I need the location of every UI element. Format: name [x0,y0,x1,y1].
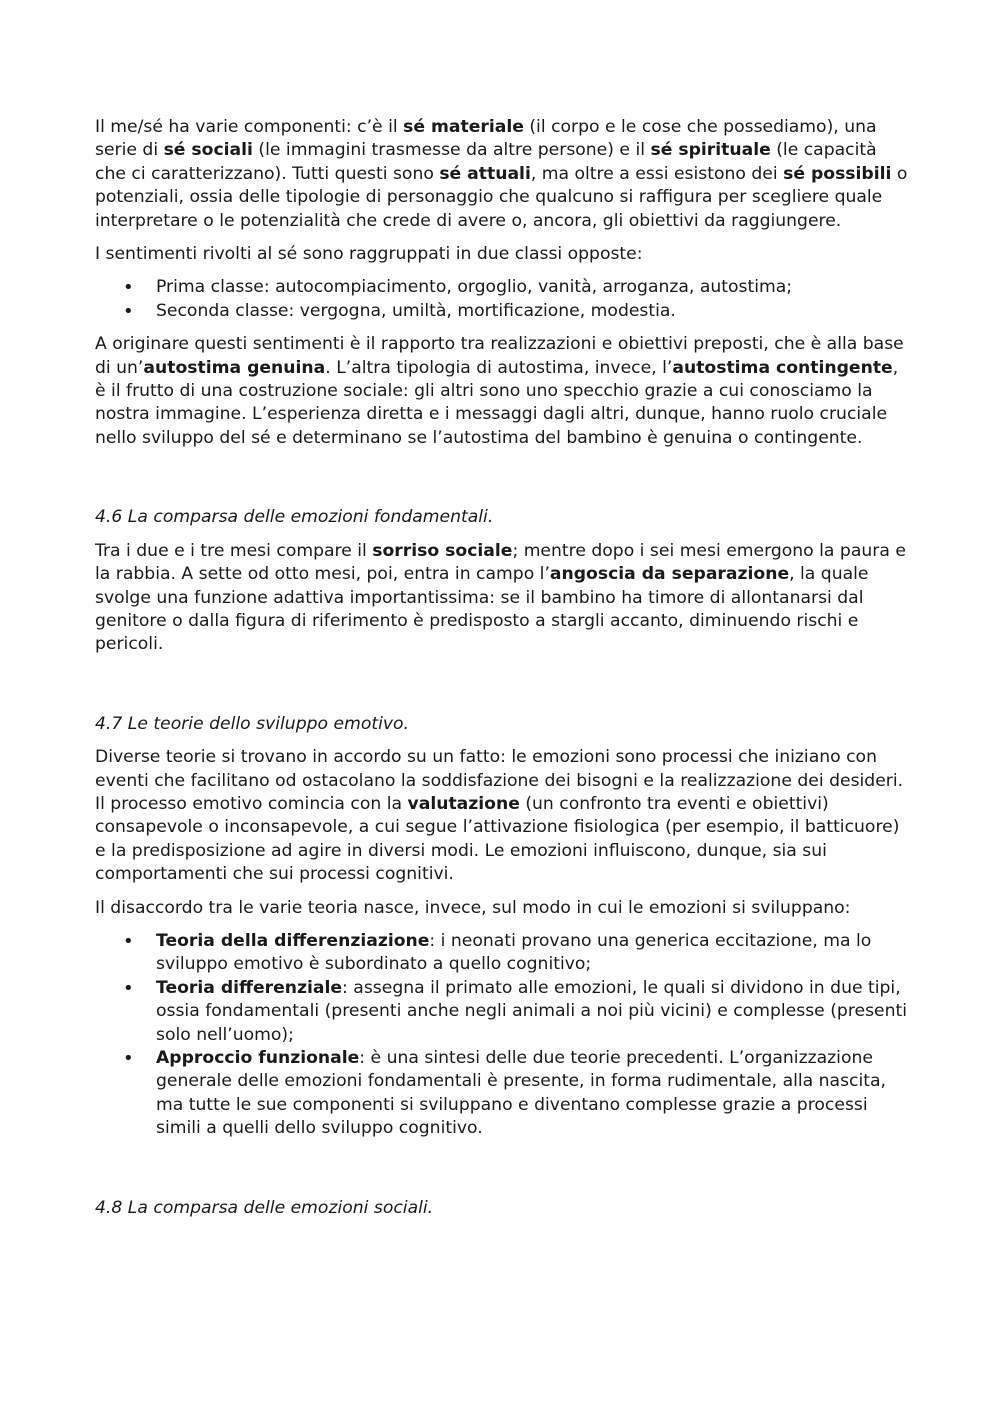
list-item: • Seconda classe: vergogna, umiltà, mortificazione, modestia. [95,300,910,323]
paragraph-disagreement: Il disaccordo tra le varie teoria nasce, invece, sul modo in cui le emozioni si sviluppano: [95,897,851,918]
list-item: • Prima classe: autocompiacimento, orgoglio, vanità, arroganza, autostima; [95,276,910,299]
paragraph-emotional-process: Diverse teorie si trovano in accordo su un fatto: le emozioni sono processi che iniziano con eventi che facilitano od ostacolano la soddisfazione dei bisogni e la realizzazione dei desideri. Il processo emotivo comincia con la valutazione (un confronto tra eventi e obiettivi) consapevole o inconsapevole, a cui segue l’attivazione fisiologica (per esempio, il batticuore) e la predisposizione ad agire in diversi modi. Le emozioni influiscono, dunque, sia sui comportamenti che sui processi cognitivi. [95,747,904,885]
document-page [95,116,910,1230]
theories-list [95,930,910,1141]
paragraph-self-components: Il me/sé ha varie componenti: c’è il sé materiale (il corpo e le cose che possediamo), una serie di sé sociali (le immagini trasmesse da altre persone) e il sé spirituale (le capacità che ci caratterizzano). Tutti questi sono sé attuali, ma oltre a essi esistono dei sé possibili o potenziali, ossia delle tipologie di personaggio che qualcuno si raffigura per scegliere quale interpretare o le potenzialità che crede di avere o, ancora, gli obiettivi da raggiungere. [95,117,908,231]
list-item: • Teoria della differenziazione: i neonati provano una generica eccitazione, ma lo sviluppo emotivo è subordinato a quello cognitivo; [95,930,910,977]
list-item: • Approccio funzionale: è una sintesi delle due teorie precedenti. L’organizzazione generale delle emozioni fondamentali è presente, in forma rudimentale, alla nascita, ma tutte le sue componenti si sviluppano e diventano complesse grazie a processi simili a quelli dello sviluppo cognitivo. [95,1047,910,1141]
section-heading-4-8: 4.8 La comparsa delle emozioni sociali. [95,1197,434,1218]
feelings-list [95,276,910,323]
section-heading-4-6: 4.6 La comparsa delle emozioni fondamentali. [95,507,494,528]
paragraph-fundamental-emotions: Tra i due e i tre mesi compare il sorriso sociale; mentre dopo i sei mesi emergono la paura e la rabbia. A sette od otto mesi, poi, entra in campo l’angoscia da separazione, la quale svolge una funzione adattiva importantissima: se il bambino ha timore di allontanarsi dal genitore o dalla figura di riferimento è predisposto a stargli accanto, diminuendo rischi e pericoli. [95,540,906,655]
section-heading-4-7: 4.7 Le teorie dello sviluppo emotivo. [95,713,409,734]
list-item: • Teoria differenziale: assegna il primato alle emozioni, le quali si dividono in due tipi, ossia fondamentali (presenti anche negli animali a noi più vicini) e complesse (presenti solo nell’uomo); [95,977,910,1047]
paragraph-self-esteem: A originare questi sentimenti è il rapporto tra realizzazioni e obiettivi preposti, che è alla base di un’autostima genuina. L’altra tipologia di autostima, invece, l’autostima contingente, è il frutto di una costruzione sociale: gli altri sono uno specchio grazie a cui conosciamo la nostra immagine. L’esperienza diretta e i messaggi dagli altri, dunque, hanno ruolo cruciale nello sviluppo del sé e determinano se l’autostima del bambino è genuina o contingente. [95,334,904,448]
paragraph-feelings-intro: I sentimenti rivolti al sé sono raggruppati in due classi opposte: [95,244,643,265]
